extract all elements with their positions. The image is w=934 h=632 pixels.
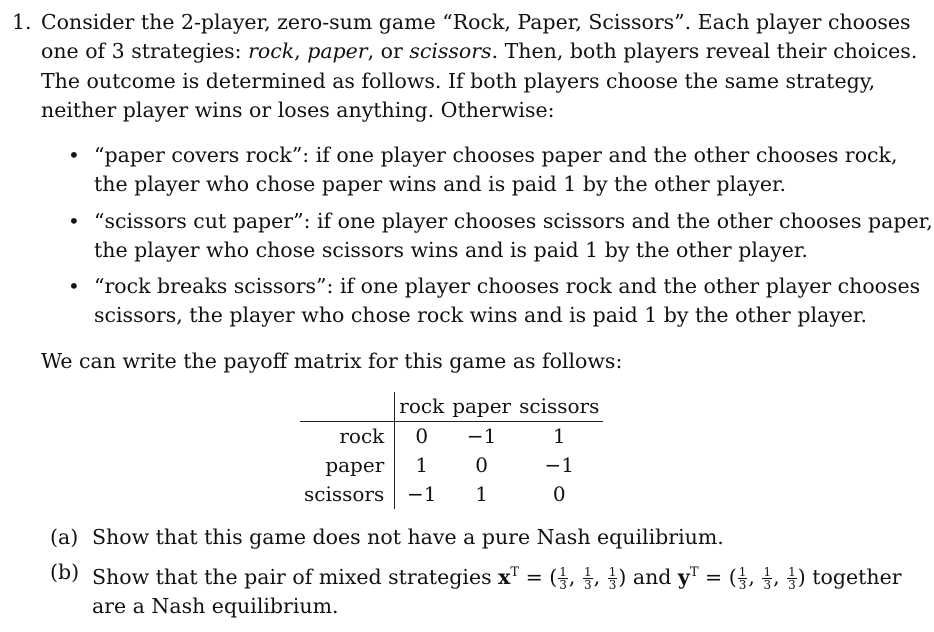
vector-y: y: [677, 565, 690, 590]
fraction: $\frac{1}{3}$: [559, 565, 567, 593]
matrix-cell: −1: [466, 424, 497, 448]
intro-line: neither player wins or loses anything. Otherwise:: [41, 97, 555, 122]
vector-x: x: [498, 565, 511, 590]
subquestion-label: (a): [50, 525, 79, 549]
matrix-cell: −1: [544, 453, 574, 477]
paren: (: [728, 565, 737, 590]
matrix-row: [300, 480, 603, 509]
matrix-cell: 0: [475, 453, 489, 477]
rule-text: “rock breaks scissors”: if one player chooses rock and the other player chooses: [94, 274, 921, 299]
strategy-rock: rock: [248, 39, 295, 64]
row-header: scissors: [300, 480, 395, 509]
subquestions: [50, 523, 900, 628]
matrix-corner: [300, 392, 395, 422]
equals-sign: =: [519, 565, 550, 590]
bullet-icon: •: [68, 274, 80, 299]
fraction: $\frac{1}{3}$: [608, 565, 617, 593]
matrix-row: [300, 451, 603, 480]
rule-item: [68, 141, 898, 200]
equals-sign: =: [698, 565, 729, 590]
matrix-row: [300, 422, 603, 452]
matrix-cell: 0: [415, 424, 429, 448]
subquestion-a: [50, 523, 900, 552]
col-header: rock: [395, 392, 448, 422]
subquestion-line: are a Nash equilibrium.: [92, 594, 339, 619]
rule-text: “scissors cut paper”: if one player chooses scissors and the other chooses paper,: [94, 208, 933, 233]
intro-text: , or: [367, 39, 410, 64]
intro-text: . Then, both players reveal their choices.: [491, 39, 918, 64]
intro-text: one of 3 strategies:: [41, 39, 249, 64]
rules-list: [68, 141, 933, 338]
bullet-icon: •: [68, 208, 80, 233]
rule-text: “paper covers rock”: if one player chooses paper and the other chooses rock,: [94, 143, 898, 167]
problem-intro: [41, 8, 918, 125]
col-header: paper: [448, 392, 515, 422]
intro-text: ,: [294, 39, 308, 64]
rule-text: the player who chose scissors wins and is paid 1 by the other player.: [94, 237, 808, 262]
subquestion-text: together: [805, 565, 902, 590]
rule-text: scissors, the player who chose rock wins and is paid 1 by the other player.: [94, 303, 867, 328]
subquestion-text: and: [626, 565, 678, 590]
subquestion-b: [50, 558, 900, 621]
matrix-intro: We can write the payoff matrix for this game as follows:: [41, 349, 623, 373]
payoff-matrix: [300, 392, 603, 509]
paren: (: [549, 565, 558, 590]
subquestion-text: Show that this game does not have a pure Nash equilibrium.: [92, 525, 724, 549]
fraction: $\frac{1}{3}$: [738, 565, 747, 593]
transpose-mark: T: [510, 565, 520, 581]
row-header: paper: [300, 451, 395, 480]
paren: ): [797, 565, 806, 590]
matrix-cell: −1: [406, 482, 437, 506]
paren: ): [618, 565, 627, 590]
col-header: scissors: [515, 392, 603, 422]
subquestion-text: Show that the pair of mixed strategies: [92, 565, 499, 590]
strategy-scissors: scissors: [409, 39, 492, 64]
rule-item: [68, 272, 921, 331]
intro-line-strategies: [41, 37, 918, 66]
problem-number: 1.: [12, 10, 32, 34]
rule-text: the player who chose paper wins and is paid 1 by the other player.: [94, 172, 787, 197]
strategy-paper: paper: [307, 39, 368, 64]
matrix-cell: 0: [552, 482, 566, 506]
bullet-icon: •: [68, 143, 80, 167]
matrix-cell: 1: [475, 482, 489, 506]
intro-line: The outcome is determined as follows. If both players choose the same strategy,: [41, 68, 876, 93]
intro-line: Consider the 2-player, zero-sum game “Rock, Paper, Scissors”. Each player chooses: [41, 10, 911, 34]
fraction: $\frac{1}{3}$: [763, 565, 772, 593]
subquestion-label: (b): [50, 560, 80, 585]
row-header: rock: [300, 422, 395, 452]
matrix-cell: 1: [415, 453, 429, 477]
fraction: $\frac{1}{3}$: [583, 565, 592, 593]
matrix-cell: 1: [552, 424, 566, 448]
subquestion-line: Show that the pair of mixed strategies $x^T$ = ( $\frac{1}{3}$ , $\frac{1}{3}$ , $\frac{1}{3}$ ) and $y^T$ = ( $\frac{1}{3}$ , $\frac{1}{3}$ , $\frac{1}{3}$ ) together: [92, 565, 902, 593]
rule-item: [68, 207, 933, 266]
transpose-mark: T: [689, 565, 699, 581]
fraction: $\frac{1}{3}$: [788, 565, 796, 593]
